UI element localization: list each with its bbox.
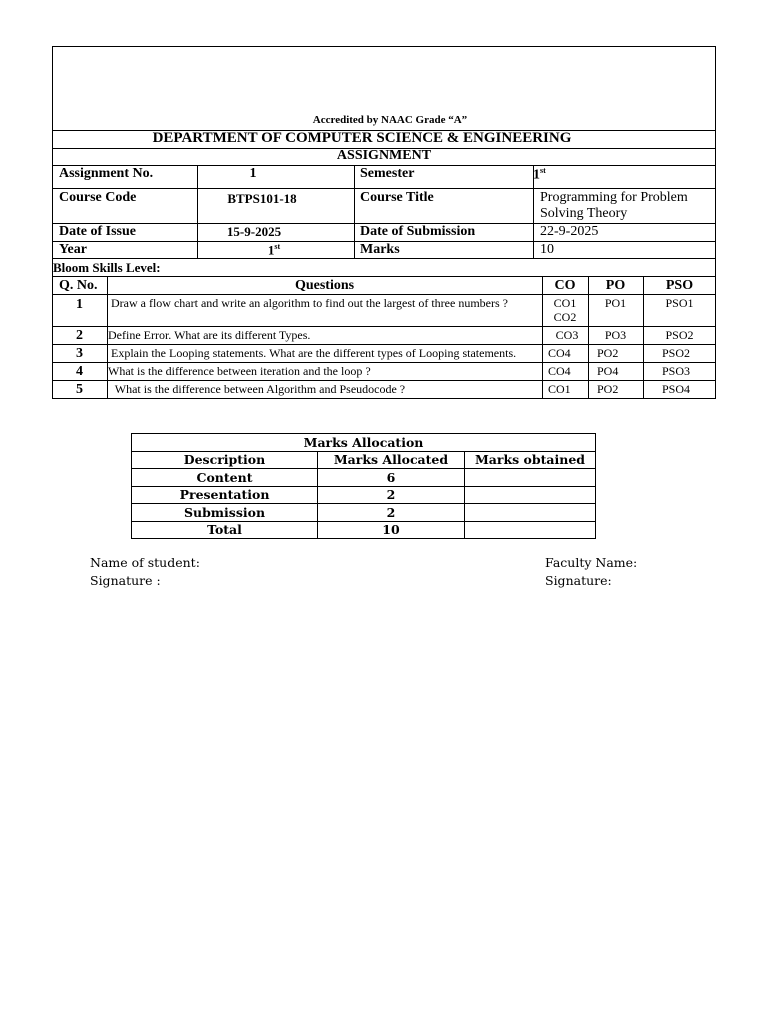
document-type: ASSIGNMENT — [336, 148, 432, 163]
description-header: Description — [132, 451, 318, 469]
question-number: 2 — [76, 328, 83, 343]
marks-value: 10 — [540, 242, 554, 257]
marks-allocated-header: Marks Allocated — [318, 451, 465, 469]
obtained-cell — [465, 469, 596, 487]
table-row — [132, 469, 596, 487]
course-code-value: BTPS101-18 — [227, 191, 297, 206]
co-value: CO4 — [548, 364, 571, 378]
accreditation-text: Accredited by NAAC Grade “A” — [312, 114, 468, 126]
course-title-line2: Solving Theory — [540, 206, 628, 221]
rule — [52, 326, 716, 327]
course-code-label: Course Code — [59, 190, 137, 205]
marks-label: Marks — [360, 242, 400, 257]
faculty-name-label: Faculty Name: — [545, 555, 638, 570]
pso-value: PSO1 — [665, 296, 694, 310]
course-title-label: Course Title — [360, 190, 434, 205]
obtained-cell — [465, 504, 596, 522]
co-value-secondary: CO2 — [553, 310, 577, 324]
po-value: PO2 — [597, 382, 619, 396]
marks-allocation-table — [131, 433, 596, 539]
description-cell: Content — [132, 469, 318, 487]
co-value: CO1 — [553, 296, 577, 310]
faculty-signature-label: Signature: — [545, 573, 612, 588]
rule — [52, 380, 716, 381]
allocated-cell: 2 — [318, 504, 465, 522]
question-text: What is the difference between iteration and the loop ? — [108, 364, 371, 378]
question-number: 5 — [76, 382, 83, 397]
po-value: PO2 — [597, 346, 619, 360]
table-row — [132, 521, 596, 539]
year-value: 1st — [267, 242, 281, 258]
question-number: 4 — [76, 364, 83, 379]
po-header: PO — [605, 278, 626, 293]
rule — [52, 294, 716, 295]
rule — [354, 165, 355, 258]
department-title: DEPARTMENT OF COMPUTER SCIENCE & ENGINEERING — [152, 130, 572, 146]
rule — [52, 188, 716, 189]
co-value: CO1 — [548, 382, 571, 396]
rule — [52, 362, 716, 363]
semester-label: Semester — [360, 166, 415, 181]
rule — [52, 276, 716, 277]
table-row — [132, 504, 596, 522]
description-cell: Submission — [132, 504, 318, 522]
allocated-cell: 10 — [318, 521, 465, 539]
bloom-skills-label: Bloom Skills Level: — [53, 260, 161, 275]
po-value: PO3 — [604, 328, 627, 342]
table-row — [132, 486, 596, 504]
rule — [52, 258, 716, 259]
marks-obtained-header: Marks obtained — [465, 451, 596, 469]
question-number: 1 — [76, 297, 83, 312]
co-header: CO — [554, 278, 576, 293]
question-text: Define Error. What are its different Types. — [108, 328, 311, 342]
obtained-cell — [465, 486, 596, 504]
date-submission-label: Date of Submission — [360, 224, 476, 239]
date-issue-label: Date of Issue — [59, 224, 136, 239]
po-value: PO4 — [597, 364, 619, 378]
pso-value: PSO4 — [662, 382, 691, 396]
rule — [52, 344, 716, 345]
allocated-cell: 2 — [318, 486, 465, 504]
question-text: What is the difference between Algorithm and Pseudocode ? — [112, 382, 406, 396]
question-number: 3 — [76, 346, 83, 361]
co-value: CO3 — [555, 328, 579, 342]
description-cell: Total — [132, 521, 318, 539]
pso-value: PSO2 — [665, 328, 694, 342]
qno-header: Q. No. — [59, 278, 98, 293]
assignment-no-value: 1 — [249, 166, 257, 181]
pso-value: PSO2 — [662, 346, 691, 360]
date-issue-value: 15-9-2025 — [226, 224, 282, 239]
question-text: Draw a flow chart and write an algorithm to find out the largest of three numbers ? — [111, 296, 508, 310]
marks-allocation-title: Marks Allocation — [132, 434, 596, 452]
co-value: CO4 — [548, 346, 571, 360]
pso-value: PSO3 — [662, 364, 691, 378]
allocated-cell: 6 — [318, 469, 465, 487]
pso-header: PSO — [665, 278, 694, 293]
questions-header: Questions — [294, 278, 355, 293]
po-value: PO1 — [604, 296, 627, 310]
obtained-cell — [465, 521, 596, 539]
student-signature-label: Signature : — [90, 573, 161, 588]
student-name-label: Name of student: — [90, 555, 200, 570]
date-submission-value: 22-9-2025 — [540, 224, 599, 239]
rule — [542, 276, 543, 399]
course-title-line1: Programming for Problem — [540, 190, 688, 205]
description-cell: Presentation — [132, 486, 318, 504]
question-text: Explain the Looping statements. What are the different types of Looping statements. — [111, 346, 517, 360]
assignment-no-label: Assignment No. — [59, 166, 154, 181]
year-label: Year — [59, 242, 87, 257]
semester-value: 1st — [533, 166, 546, 183]
